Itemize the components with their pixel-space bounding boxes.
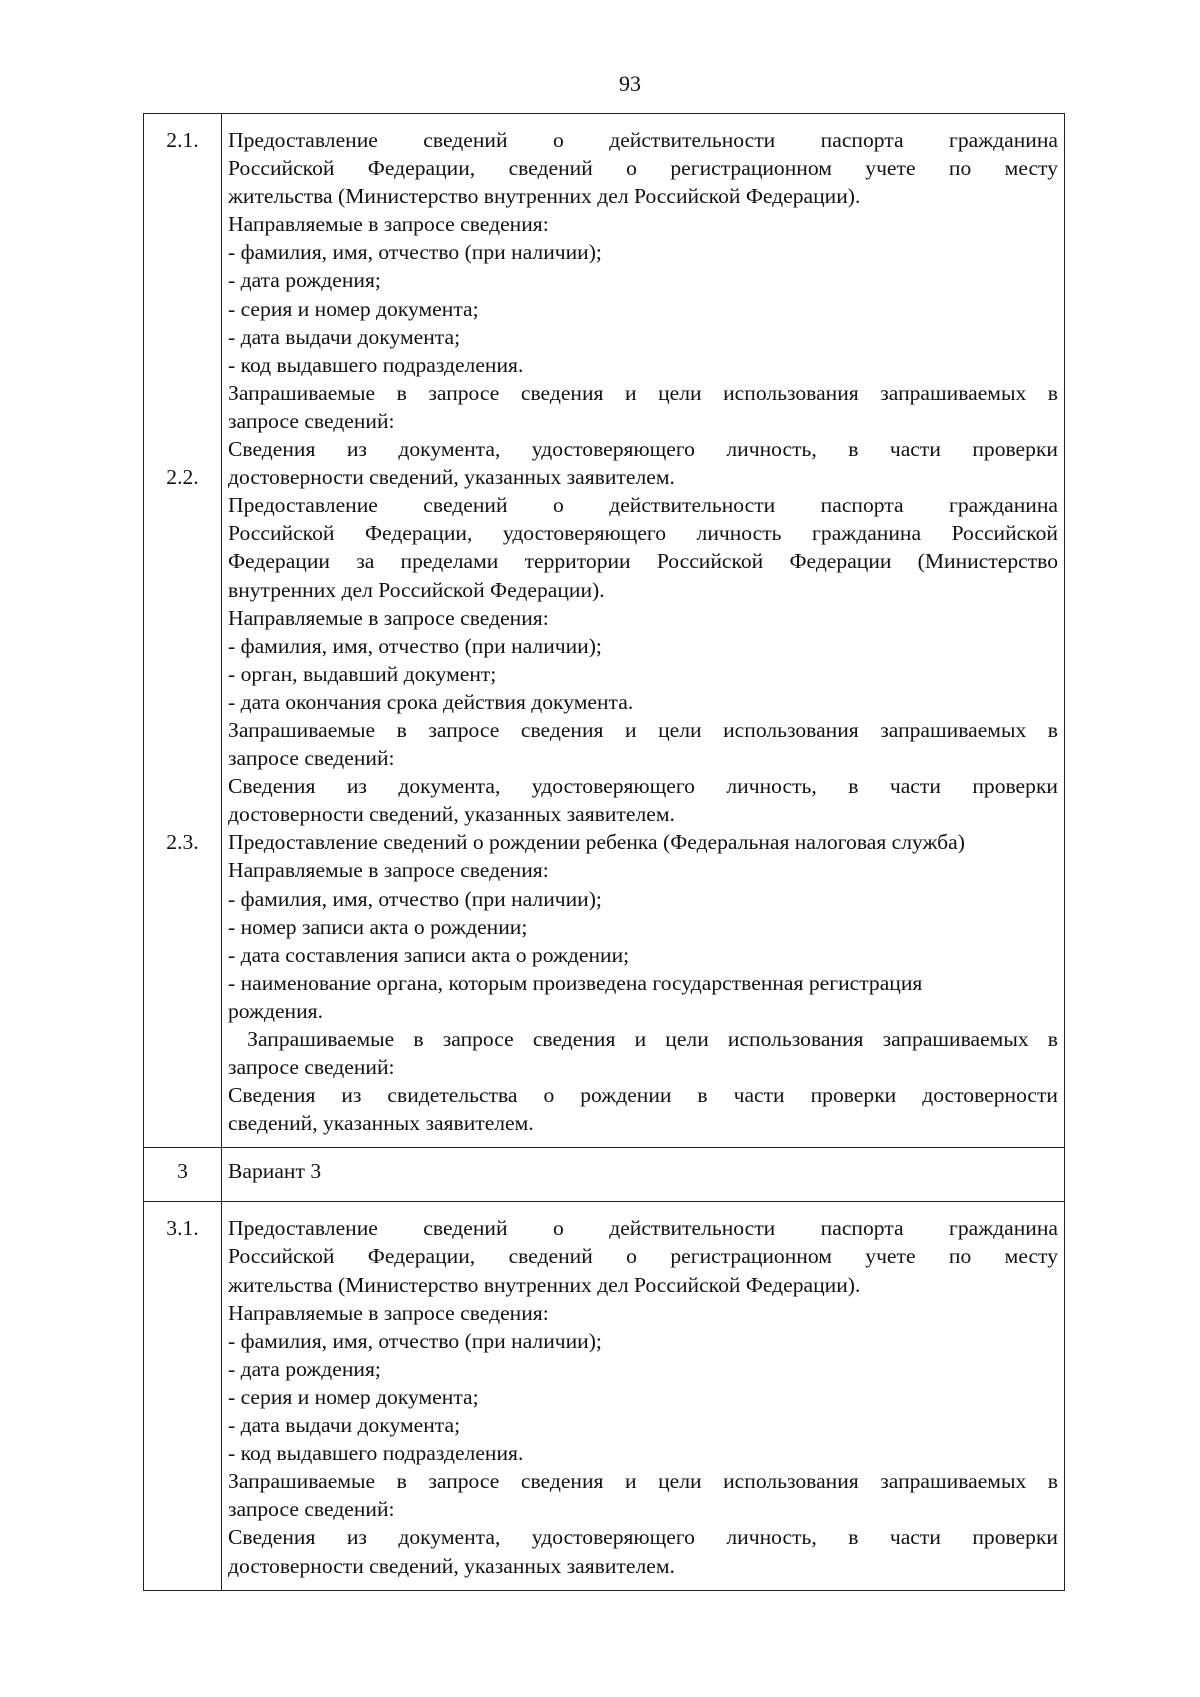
number-spacer — [146, 491, 219, 828]
requested-data-text: достоверности сведений, указанных заявителем. — [228, 1553, 675, 1578]
requested-data-text: Сведения из документа, удостоверяющего личность, в части проверки — [228, 437, 1058, 462]
sent-data-item: - код выдавшего подразделения. — [228, 352, 524, 377]
sent-data-item: - код выдавшего подразделения. — [228, 1441, 524, 1466]
sent-data-item: - орган, выдавший документ; — [228, 661, 497, 686]
page-number: 93 — [619, 71, 641, 96]
sent-data-item: - дата выдачи документа; — [228, 1413, 461, 1438]
section-number: 3 — [177, 1159, 188, 1184]
row-number-cell — [144, 1202, 222, 1590]
table-row — [144, 1148, 1065, 1202]
sent-data-item: - серия и номер документа; — [228, 296, 479, 321]
number-spacer — [146, 154, 219, 463]
requested-data-heading: запросе сведений: — [228, 1055, 395, 1080]
section-title-line: Предоставление сведений о рождении ребенка (Федеральная налоговая служба) — [228, 830, 965, 855]
sent-data-item: - фамилия, имя, отчество (при наличии); — [228, 1328, 602, 1353]
row-number-cell — [144, 1148, 222, 1202]
table-row — [144, 114, 1065, 1148]
sent-data-heading: Направляемые в запросе сведения: — [228, 605, 549, 630]
sent-data-heading: Направляемые в запросе сведения: — [228, 1300, 549, 1325]
section-title-line: Федерации за пределами территории Российской Федерации (Министерство — [228, 549, 1058, 574]
requested-data-heading: Запрашиваемые в запросе сведения и цели использования запрашиваемых в — [228, 1027, 1058, 1051]
sent-data-item: - дата выдачи документа; — [228, 324, 461, 349]
sent-data-item: - дата рождения; — [228, 268, 381, 293]
requested-data-heading: запросе сведений: — [228, 746, 395, 771]
sent-data-item: - фамилия, имя, отчество (при наличии); — [228, 886, 602, 911]
sent-data-heading: Направляемые в запросе сведения: — [228, 858, 549, 883]
section-title-line: Российской Федерации, удостоверяющего личность гражданина Российской — [228, 521, 1058, 546]
sent-data-item: - наименование органа, которым произведена государственная регистрация — [228, 970, 923, 995]
section-title-line: Предоставление сведений о действительности паспорта гражданина — [228, 1216, 1058, 1241]
section-number: 2.3. — [166, 830, 199, 855]
requested-data-heading: Запрашиваемые в запросе сведения и цели использования запрашиваемых в — [228, 717, 1058, 742]
services-table — [143, 113, 1065, 1591]
sent-data-item: - фамилия, имя, отчество (при наличии); — [228, 633, 602, 658]
row-number-cell — [144, 114, 222, 1148]
sent-data-heading: Направляемые в запросе сведения: — [228, 212, 549, 237]
row-content-cell — [222, 1148, 1065, 1202]
requested-data-text: достоверности сведений, указанных заявителем. — [228, 802, 675, 827]
sent-data-item: - дата рождения; — [228, 1356, 381, 1381]
requested-data-text: Сведения из документа, удостоверяющего личность, в части проверки — [228, 774, 1058, 799]
section-title-line: жительства (Министерство внутренних дел Российской Федерации). — [228, 1272, 861, 1297]
requested-data-heading: Запрашиваемые в запросе сведения и цели использования запрашиваемых в — [228, 1469, 1058, 1494]
requested-data-text: Сведения из свидетельства о рождении в части проверки достоверности — [228, 1083, 1058, 1108]
requested-data-heading: запросе сведений: — [228, 1497, 395, 1522]
section-title-line: Российской Федерации, сведений о регистрационном учете по месту — [228, 1244, 1058, 1269]
requested-data-heading: запросе сведений: — [228, 408, 395, 433]
requested-data-text: Сведения из документа, удостоверяющего личность, в части проверки — [228, 1525, 1058, 1550]
variant-label: Вариант 3 — [228, 1159, 322, 1184]
section-title-line: жительства (Министерство внутренних дел Российской Федерации). — [228, 184, 861, 209]
section-number: 3.1. — [166, 1216, 199, 1241]
requested-data-heading: Запрашиваемые в запросе сведения и цели использования запрашиваемых в — [228, 380, 1058, 405]
sent-data-item: рождения. — [228, 998, 323, 1023]
section-title-line: Предоставление сведений о действительности паспорта гражданина — [228, 128, 1058, 152]
requested-data-text: достоверности сведений, указанных заявителем. — [228, 465, 675, 490]
section-number: 2.2. — [166, 465, 199, 490]
section-title-line: Предоставление сведений о действительности паспорта гражданина — [228, 493, 1058, 518]
section-title-line: Российской Федерации, сведений о регистрационном учете по месту — [228, 156, 1058, 181]
sent-data-item: - номер записи акта о рождении; — [228, 914, 528, 939]
sent-data-item: - серия и номер документа; — [228, 1384, 479, 1409]
sent-data-item: - дата составления записи акта о рождении; — [228, 942, 630, 967]
sent-data-item: - дата окончания срока действия документа. — [228, 689, 634, 714]
row-content-cell — [222, 1202, 1065, 1590]
table-row — [144, 1202, 1065, 1590]
requested-data-text: сведений, указанных заявителем. — [228, 1111, 534, 1136]
section-number: 2.1. — [166, 128, 199, 152]
sent-data-item: - фамилия, имя, отчество (при наличии); — [228, 240, 602, 265]
row-content-cell — [222, 114, 1065, 1148]
section-title-line: внутренних дел Российской Федерации). — [228, 577, 605, 602]
